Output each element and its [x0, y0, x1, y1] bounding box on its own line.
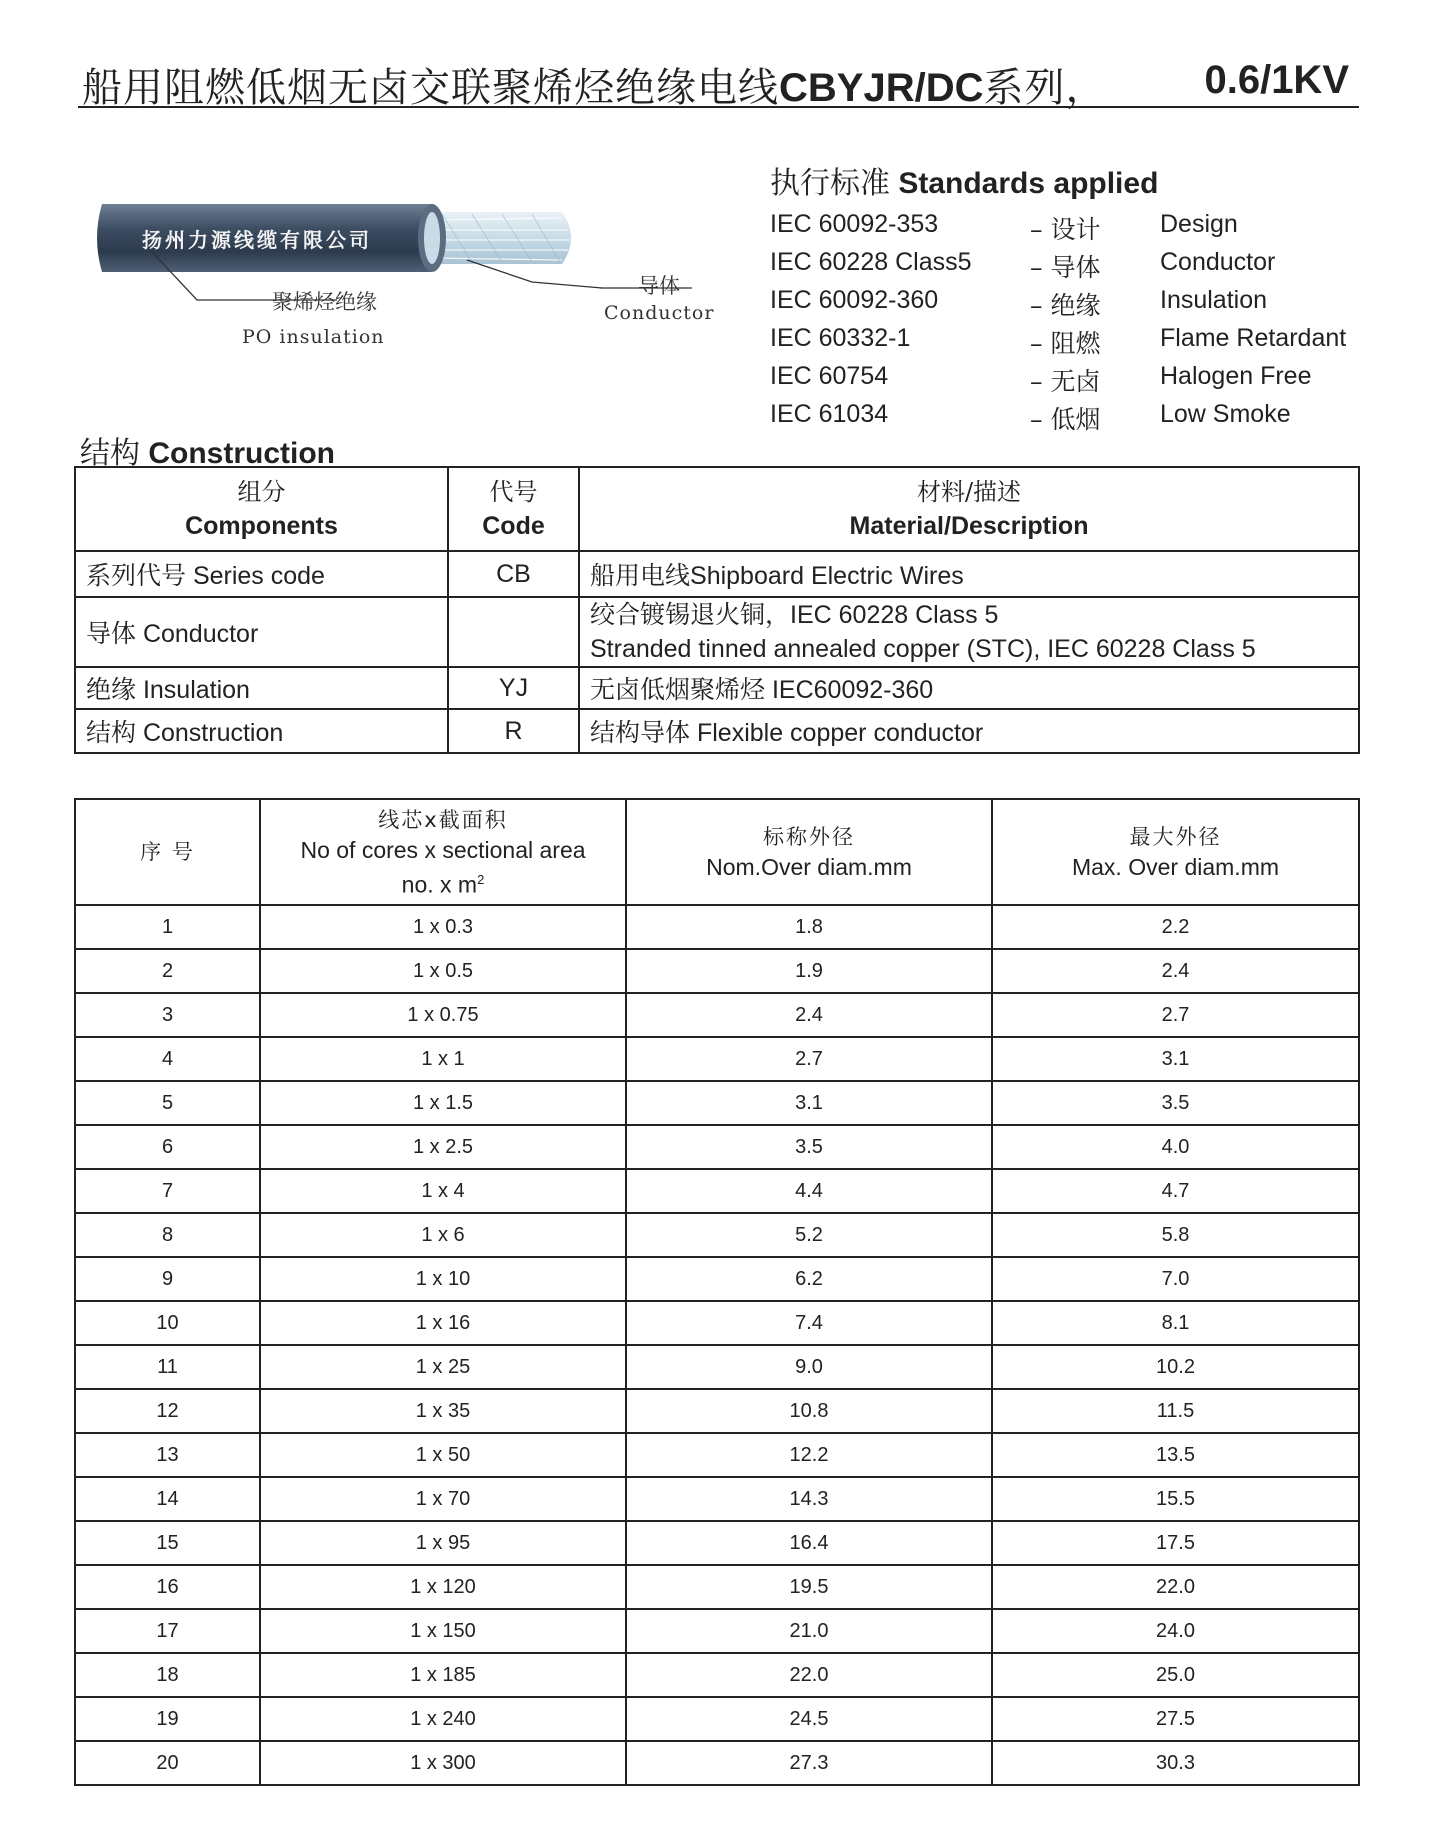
max-diameter-cell: 27.5 [992, 1697, 1359, 1741]
nominal-diameter-cell: 9.0 [626, 1345, 992, 1389]
standards-title [770, 158, 1370, 202]
max-diameter-cell: 15.5 [992, 1477, 1359, 1521]
serial-no-cell: 17 [75, 1609, 260, 1653]
construction-heading-cn: 结构 [80, 436, 140, 471]
code-cell: R [448, 709, 579, 753]
description-en: Flexible copper conductor [696, 719, 984, 747]
serial-no-cell: 1 [75, 905, 260, 949]
standard-cn: – 导体 [1030, 253, 1101, 282]
header-cn: 组分 [237, 478, 286, 506]
table-row [75, 905, 1359, 949]
cable-drawing [92, 190, 732, 360]
standard-code: IEC 61034 [770, 400, 889, 428]
title-suffix: 系列， [983, 65, 1107, 111]
serial-no-cell: 6 [75, 1125, 260, 1169]
max-diameter-cell: 24.0 [992, 1609, 1359, 1653]
standard-item [770, 320, 1370, 358]
header-en: Material/Description [849, 512, 1089, 540]
nominal-diameter-cell: 2.7 [626, 1037, 992, 1081]
component-cell: 绝缘 Insulation [75, 667, 448, 709]
standard-code: IEC 60092-353 [770, 210, 939, 238]
description-line2: Stranded tinned annealed copper (STC), IEC 60228 Class 5 [590, 635, 1256, 663]
construction-row [75, 667, 1359, 709]
max-diameter-cell: 3.5 [992, 1081, 1359, 1125]
standard-cn: – 绝缘 [1030, 291, 1101, 320]
description-cn: 无卤低烟聚烯烃 [590, 675, 766, 704]
page-title [82, 56, 1106, 113]
component-cell: 系列代号 Series code [75, 551, 448, 597]
serial-no-cell: 3 [75, 993, 260, 1037]
standard-en: Low Smoke [1160, 400, 1291, 428]
description-cell [579, 667, 1359, 709]
header-cores-area [260, 799, 626, 905]
serial-no-cell: 12 [75, 1389, 260, 1433]
construction-row [75, 709, 1359, 753]
max-diameter-cell: 22.0 [992, 1565, 1359, 1609]
po-insulation-label-en: PO insulation [242, 326, 385, 348]
max-diameter-cell: 11.5 [992, 1389, 1359, 1433]
cores-area-cell: 1 x 6 [260, 1213, 626, 1257]
header-en: Components [185, 512, 338, 540]
header-cn: 标称外径 [763, 825, 855, 849]
nominal-diameter-cell: 22.0 [626, 1653, 992, 1697]
description-cell [579, 709, 1359, 753]
header-en: Code [482, 512, 545, 540]
max-diameter-cell: 2.4 [992, 949, 1359, 993]
standard-item [770, 358, 1370, 396]
nominal-diameter-cell: 21.0 [626, 1609, 992, 1653]
cores-area-cell: 1 x 2.5 [260, 1125, 626, 1169]
construction-header-row [75, 467, 1359, 551]
code-cell: YJ [448, 667, 579, 709]
description-cn: 船用电线 [590, 561, 691, 590]
dimensions-body [75, 905, 1359, 1785]
component-cell: 结构 Construction [75, 709, 448, 753]
description-cell [579, 597, 1359, 667]
title-product-code: CBYJR/DC [779, 66, 984, 110]
conductor-label-en: Conductor [604, 302, 715, 324]
max-diameter-cell: 8.1 [992, 1301, 1359, 1345]
standard-code: IEC 60092-360 [770, 286, 939, 314]
nominal-diameter-cell: 6.2 [626, 1257, 992, 1301]
serial-no-cell: 14 [75, 1477, 260, 1521]
max-diameter-cell: 10.2 [992, 1345, 1359, 1389]
table-row [75, 1609, 1359, 1653]
header-cn: 序 号 [140, 840, 195, 864]
standard-en: Design [1160, 210, 1238, 238]
dimensions-table [74, 798, 1360, 1786]
header-cn: 代号 [489, 478, 538, 506]
description-en: IEC60092-360 [771, 676, 934, 704]
voltage-rating: 0.6/1KV [1204, 58, 1349, 102]
cores-area-cell: 1 x 50 [260, 1433, 626, 1477]
standard-code: IEC 60332-1 [770, 324, 911, 352]
table-row [75, 993, 1359, 1037]
table-row [75, 1081, 1359, 1125]
max-diameter-cell: 5.8 [992, 1213, 1359, 1257]
construction-heading-en: Construction [148, 437, 335, 470]
header-en: No of cores x sectional area [300, 836, 586, 863]
cores-area-cell: 1 x 0.5 [260, 949, 626, 993]
standard-item [770, 244, 1370, 282]
max-diameter-cell: 7.0 [992, 1257, 1359, 1301]
nominal-diameter-cell: 3.1 [626, 1081, 992, 1125]
nominal-diameter-cell: 1.9 [626, 949, 992, 993]
cores-area-cell: 1 x 25 [260, 1345, 626, 1389]
header-components [75, 467, 448, 551]
header-unit-text: no. x m [401, 871, 478, 898]
serial-no-cell: 18 [75, 1653, 260, 1697]
cores-area-cell: 1 x 0.3 [260, 905, 626, 949]
header-serial-no [75, 799, 260, 905]
cores-area-cell: 1 x 4 [260, 1169, 626, 1213]
table-row [75, 1741, 1359, 1785]
serial-no-cell: 5 [75, 1081, 260, 1125]
max-diameter-cell: 3.1 [992, 1037, 1359, 1081]
standard-item [770, 396, 1370, 434]
max-diameter-cell: 25.0 [992, 1653, 1359, 1697]
nominal-diameter-cell: 3.5 [626, 1125, 992, 1169]
header-en: Max. Over diam.mm [1071, 854, 1280, 880]
construction-row [75, 551, 1359, 597]
standard-code: IEC 60754 [770, 362, 889, 390]
nominal-diameter-cell: 2.4 [626, 993, 992, 1037]
table-row [75, 1301, 1359, 1345]
standard-en: Halogen Free [1160, 362, 1312, 390]
table-row [75, 949, 1359, 993]
nominal-diameter-cell: 5.2 [626, 1213, 992, 1257]
cores-area-cell: 1 x 240 [260, 1697, 626, 1741]
max-diameter-cell: 4.0 [992, 1125, 1359, 1169]
serial-no-cell: 7 [75, 1169, 260, 1213]
standards-section [770, 158, 1370, 434]
cores-area-cell: 1 x 1 [260, 1037, 626, 1081]
component-cell: 导体 Conductor [75, 597, 448, 667]
standard-item [770, 206, 1370, 244]
standards-title-cn: 执行标准 [770, 166, 890, 201]
serial-no-cell: 4 [75, 1037, 260, 1081]
nominal-diameter-cell: 7.4 [626, 1301, 992, 1345]
standard-cn: – 设计 [1030, 215, 1101, 244]
max-diameter-cell: 2.7 [992, 993, 1359, 1037]
standard-item [770, 282, 1370, 320]
cores-area-cell: 1 x 1.5 [260, 1081, 626, 1125]
cores-area-cell: 1 x 16 [260, 1301, 626, 1345]
header-cn: 最大外径 [1129, 825, 1222, 849]
standard-en: Flame Retardant [1160, 324, 1347, 352]
standard-en: Conductor [1160, 248, 1276, 276]
nominal-diameter-cell: 27.3 [626, 1741, 992, 1785]
po-insulation-label-cn: 聚烯烃绝缘 [272, 290, 377, 314]
standard-en: Insulation [1160, 286, 1268, 314]
standard-cn: – 无卤 [1030, 367, 1101, 396]
cores-area-cell: 1 x 0.75 [260, 993, 626, 1037]
standards-title-en: Standards applied [898, 167, 1159, 200]
description-en: Shipboard Electric Wires [690, 562, 964, 590]
conductor-label-cn: 导体 [638, 274, 680, 298]
table-row [75, 1125, 1359, 1169]
serial-no-cell: 8 [75, 1213, 260, 1257]
max-diameter-cell: 4.7 [992, 1169, 1359, 1213]
table-row [75, 1345, 1359, 1389]
serial-no-cell: 20 [75, 1741, 260, 1785]
dimensions-header-row [75, 799, 1359, 905]
serial-no-cell: 13 [75, 1433, 260, 1477]
cores-area-cell: 1 x 70 [260, 1477, 626, 1521]
nominal-diameter-cell: 16.4 [626, 1521, 992, 1565]
serial-no-cell: 11 [75, 1345, 260, 1389]
nominal-diameter-cell: 4.4 [626, 1169, 992, 1213]
standard-code: IEC 60228 Class5 [770, 248, 972, 276]
serial-no-cell: 16 [75, 1565, 260, 1609]
header-unit [267, 865, 619, 900]
nominal-diameter-cell: 19.5 [626, 1565, 992, 1609]
page-header [78, 52, 1359, 111]
header-cn: 线芯x截面积 [378, 807, 508, 832]
header-unit-sup: 2 [477, 871, 485, 887]
standard-cn: – 阻燃 [1030, 329, 1101, 358]
table-row [75, 1653, 1359, 1697]
code-cell: CB [448, 551, 579, 597]
cores-area-cell: 1 x 185 [260, 1653, 626, 1697]
serial-no-cell: 2 [75, 949, 260, 993]
header-max-diameter [992, 799, 1359, 905]
table-row [75, 1389, 1359, 1433]
serial-no-cell: 15 [75, 1521, 260, 1565]
cores-area-cell: 1 x 95 [260, 1521, 626, 1565]
table-row [75, 1477, 1359, 1521]
description-en: IEC 60228 Class 5 [790, 601, 999, 629]
cores-area-cell: 1 x 120 [260, 1565, 626, 1609]
code-cell [448, 597, 579, 667]
serial-no-cell: 10 [75, 1301, 260, 1345]
header-code [448, 467, 579, 551]
cores-area-cell: 1 x 300 [260, 1741, 626, 1785]
header-cn: 材料/描述 [916, 478, 1022, 506]
table-row [75, 1697, 1359, 1741]
nominal-diameter-cell: 12.2 [626, 1433, 992, 1477]
header-en: Nom.Over diam.mm [706, 854, 912, 880]
nominal-diameter-cell: 14.3 [626, 1477, 992, 1521]
construction-table [74, 466, 1360, 754]
table-row [75, 1037, 1359, 1081]
cores-area-cell: 1 x 10 [260, 1257, 626, 1301]
cores-area-cell: 1 x 35 [260, 1389, 626, 1433]
nominal-diameter-cell: 1.8 [626, 905, 992, 949]
header-material [579, 467, 1359, 551]
header-nominal-diameter [626, 799, 992, 905]
table-row [75, 1433, 1359, 1477]
standard-cn: – 低烟 [1030, 405, 1101, 434]
max-diameter-cell: 30.3 [992, 1741, 1359, 1785]
max-diameter-cell: 2.2 [992, 905, 1359, 949]
table-row [75, 1257, 1359, 1301]
cores-area-cell: 1 x 150 [260, 1609, 626, 1653]
max-diameter-cell: 17.5 [992, 1521, 1359, 1565]
table-row [75, 1521, 1359, 1565]
description-cn: 绞合镀锡退火铜， [590, 600, 791, 629]
nominal-diameter-cell: 10.8 [626, 1389, 992, 1433]
construction-row [75, 597, 1359, 667]
nominal-diameter-cell: 24.5 [626, 1697, 992, 1741]
table-row [75, 1169, 1359, 1213]
description-cell [579, 551, 1359, 597]
cable-brand-print: 扬州力源线缆有限公司 [142, 228, 372, 252]
table-row [75, 1565, 1359, 1609]
cable-illustration [92, 190, 732, 360]
description-cn: 结构导体 [590, 718, 691, 747]
serial-no-cell: 19 [75, 1697, 260, 1741]
title-chinese: 船用阻燃低烟无卤交联聚烯烃绝缘电线 [82, 65, 779, 111]
serial-no-cell: 9 [75, 1257, 260, 1301]
table-row [75, 1213, 1359, 1257]
max-diameter-cell: 13.5 [992, 1433, 1359, 1477]
